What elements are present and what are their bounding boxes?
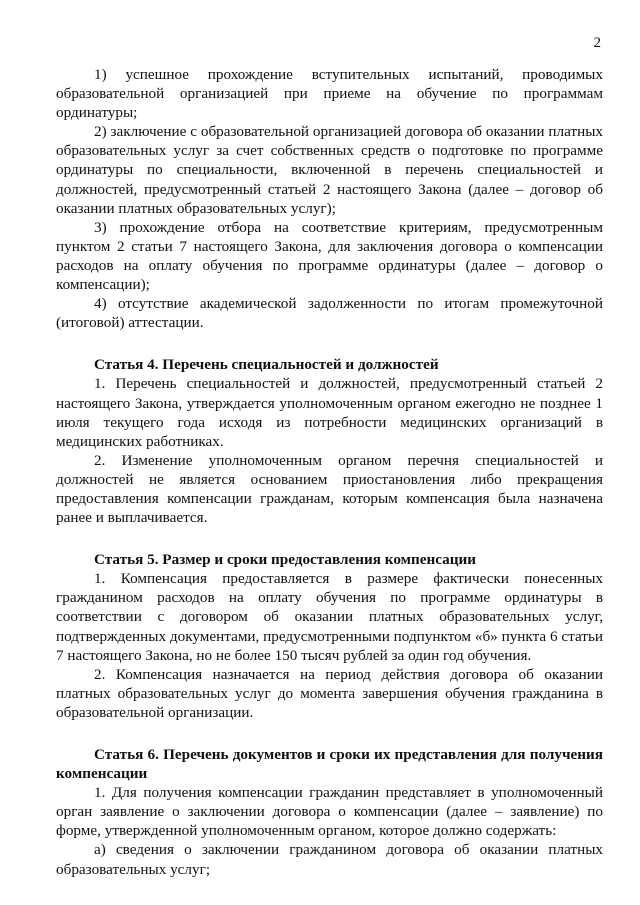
- article-4-heading: Статья 4. Перечень специальностей и должностей: [94, 356, 439, 374]
- article-5-heading: Статья 5. Размер и сроки предоставления компенсации: [94, 551, 477, 569]
- section-gap: [56, 722, 603, 745]
- article-6-paragraph-1: 1. Для получения компенсации гражданин представляет в уполномоченный орган заявление о заключении договора о компенсации (далее – заявление) по форме, утвержденной уполномоченным органом, которое должно содержать:: [56, 784, 603, 840]
- section-gap: [56, 527, 603, 550]
- list-item-3: 3) прохождение отбора на соответствие критериям, предусмотренным пунктом 2 статьи 7 настоящего Закона, для заключения договора о компенсации расходов на оплату обучения по программе ординатуры (далее – договор о компенсации);: [56, 218, 603, 294]
- article-5-paragraph-1: 1. Компенсация предоставляется в размере фактически понесенных гражданином расходов на оплату обучения по программе ординатуры в соответствии с договором об оказании платных образовательных услуг, подтвержденных документами, предусмотренными подпунктом «б» пункта 6 статьи 7 настоящего Закона, но не более 150 тысяч рублей за один год обучения.: [56, 570, 603, 664]
- article-4-paragraph-1: 1. Перечень специальностей и должностей, предусмотренный статьей 2 настоящего Закона, утверждается уполномоченным органом ежегодно не позднее 1 июля текущего года исходя из потребности медицинских организаций в медицинских работниках.: [56, 375, 603, 450]
- page-number: 2: [593, 35, 601, 51]
- article-4-paragraph-2: 2. Изменение уполномоченным органом перечня специальностей и должностей не является основанием приостановления либо прекращения предоставления компенсации гражданам, которым компенсация была назначена ранее и выплачивается.: [56, 451, 603, 527]
- article-6-paragraph-2: а) сведения о заключении гражданином договора об оказании платных образовательных услуг;: [56, 841, 603, 878]
- document-body: [56, 65, 603, 879]
- article-6-heading: Статья 6. Перечень документов и сроки их представления для получения компенсации: [56, 746, 603, 783]
- list-item-4: 4) отсутствие академической задолженности по итогам промежуточной (итоговой) аттестации.: [56, 295, 603, 332]
- list-item-2: 2) заключение с образовательной организацией договора об оказании платных образовательных услуг за счет собственных средств о подготовке по программе ординатуры по специальности, включенной в перечень специальностей и должностей, предусмотренный статьей 2 настоящего Закона (далее – договор об оказании платных образовательных услуг);: [56, 123, 603, 217]
- article-5-paragraph-2: 2. Компенсация назначается на период действия договора об оказании платных образовательных услуг до момента завершения обучения гражданина в образовательной организации.: [56, 665, 603, 721]
- section-gap: [56, 332, 603, 355]
- list-item-1: 1) успешное прохождение вступительных испытаний, проводимых образовательной организацией при приеме на обучение по программам ординатуры;: [56, 66, 603, 122]
